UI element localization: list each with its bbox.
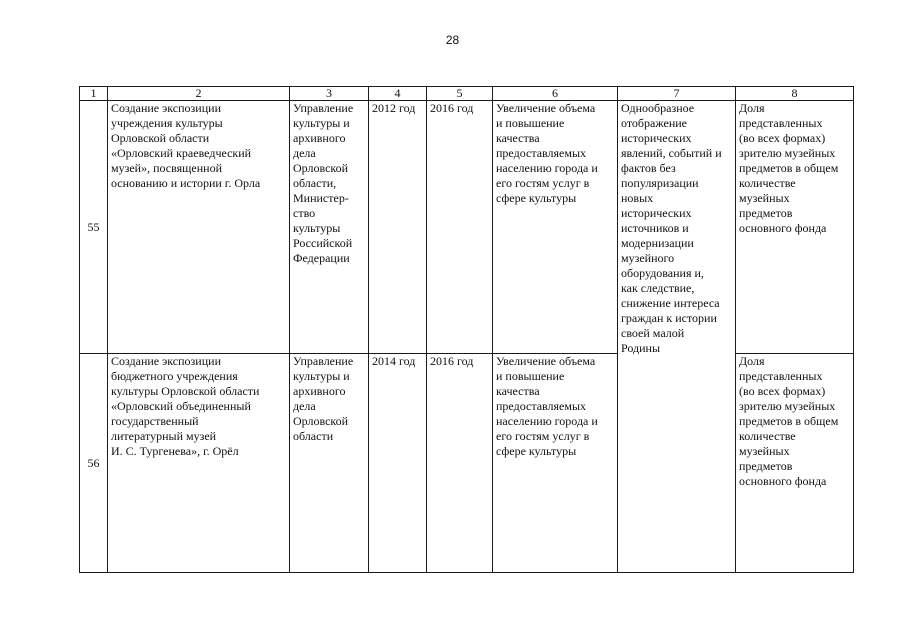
expected-result-cell: Увеличение объема и повышение качества предоставляемых населению города и его гостям услуг в сфере культуры [493, 354, 618, 573]
row-number: 55 [80, 101, 108, 354]
column-header: 1 [80, 87, 108, 101]
column-header: 2 [108, 87, 290, 101]
responsible-authority-cell: Управление культуры и архивного дела Орловской области [290, 354, 369, 573]
end-year-cell: 2016 год [427, 354, 493, 573]
event-name-cell: Создание экспозиции учреждения культуры Орловской области «Орловский краеведческий музей», посвященной основанию и истории г. Орла [108, 101, 290, 354]
table-row [80, 101, 854, 354]
row-number: 56 [80, 354, 108, 573]
expected-result-cell: Увеличение объема и повышение качества предоставляемых населению города и его гостям услуг в сфере культуры [493, 101, 618, 354]
column-header: 5 [427, 87, 493, 101]
event-name-cell: Создание экспозиции бюджетного учреждения культуры Орловской области «Орловский объединенный государственный литературный музей И. С. Тургенева», г. Орёл [108, 354, 290, 573]
end-year-cell: 2016 год [427, 101, 493, 354]
column-header: 7 [618, 87, 736, 101]
program-table [79, 86, 854, 573]
table-header-row [80, 87, 854, 101]
column-header: 4 [369, 87, 427, 101]
indicator-cell: Доля представленных (во всех формах) зрителю музейных предметов в общем количестве музейных предметов основного фонда [736, 354, 854, 573]
column-header: 3 [290, 87, 369, 101]
start-year-cell: 2012 год [369, 101, 427, 354]
indicator-cell: Доля представленных (во всех формах) зрителю музейных предметов в общем количестве музейных предметов основного фонда [736, 101, 854, 354]
table-row [80, 354, 854, 573]
column-header: 8 [736, 87, 854, 101]
start-year-cell: 2014 год [369, 354, 427, 573]
page-number: 28 [445, 33, 460, 47]
column-header: 6 [493, 87, 618, 101]
consequences-cell: Однообразное отображение исторических явлений, событий и фактов без популяризации новых исторических источников и модернизации музейного оборудования и, как следствие, снижение интереса граждан к истории своей малой Родины [618, 101, 736, 573]
responsible-authority-cell: Управление культуры и архивного дела Орловской области, Министер- ство культуры Российской Федерации [290, 101, 369, 354]
